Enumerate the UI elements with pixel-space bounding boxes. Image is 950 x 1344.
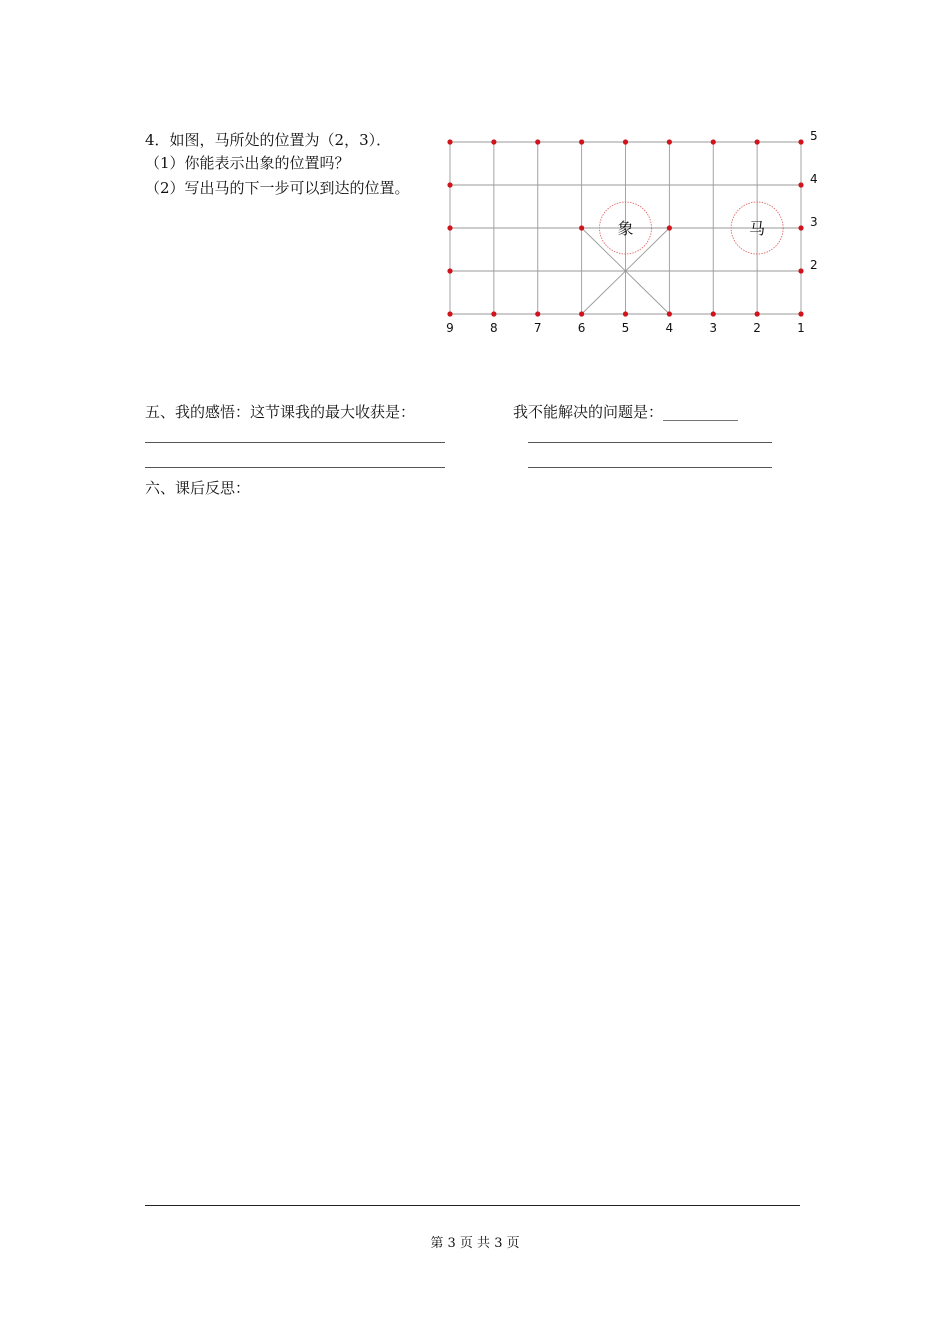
intersection-dot xyxy=(623,139,628,144)
section-6-label: 六、课后反思： xyxy=(145,479,251,497)
column-label: 2 xyxy=(753,321,761,335)
intersection-dot xyxy=(491,139,496,144)
intersection-dot xyxy=(447,225,452,230)
column-label: 6 xyxy=(577,321,586,335)
footer-divider xyxy=(145,1205,800,1206)
intersection-dot xyxy=(798,311,803,316)
row-label: 3 xyxy=(810,215,818,229)
column-labels xyxy=(446,321,805,335)
question-4-stem: 4．如图，马所处的位置为（2，3）． xyxy=(145,131,392,149)
column-label: 7 xyxy=(533,321,542,335)
section-5-right-label: 我不能解决的问题是：__________ xyxy=(513,403,739,421)
intersection-dot xyxy=(711,139,716,144)
intersection-dot xyxy=(535,139,540,144)
intersection-dot xyxy=(798,182,803,187)
column-label: 5 xyxy=(621,321,630,335)
intersection-dot xyxy=(667,139,672,144)
intersection-dot xyxy=(579,139,584,144)
intersection-dot xyxy=(667,311,672,316)
piece-label: 象 xyxy=(617,219,634,238)
piece-label: 马 xyxy=(749,219,766,238)
answer-line xyxy=(145,442,445,443)
column-label: 3 xyxy=(709,321,718,335)
intersection-dot xyxy=(623,311,628,316)
row-labels xyxy=(810,129,818,272)
intersection-dot xyxy=(535,311,540,316)
row-label: 4 xyxy=(810,172,818,186)
intersection-dot xyxy=(447,139,452,144)
intersection-dot xyxy=(711,311,716,316)
intersection-dot xyxy=(755,311,760,316)
row-label: 2 xyxy=(810,258,818,272)
intersection-dot xyxy=(755,139,760,144)
intersection-dot xyxy=(447,268,452,273)
intersection-dot xyxy=(579,225,584,230)
chessboard-figure xyxy=(430,120,840,350)
answer-line xyxy=(528,467,772,468)
row-label: 5 xyxy=(810,129,818,143)
column-label: 9 xyxy=(446,321,454,335)
page-number: 第 3 页 共 3 页 xyxy=(430,1236,520,1251)
answer-line xyxy=(528,442,772,443)
column-label: 4 xyxy=(665,321,674,335)
column-label: 8 xyxy=(490,321,498,335)
intersection-dot xyxy=(798,225,803,230)
answer-line xyxy=(145,467,445,468)
question-4-part-2: （2）写出马的下一步可以到达的位置。 xyxy=(145,179,410,197)
piece-labels xyxy=(617,219,765,238)
intersection-dot xyxy=(447,311,452,316)
intersection-dot xyxy=(579,311,584,316)
intersection-dot xyxy=(667,225,672,230)
column-label: 1 xyxy=(797,321,805,335)
intersection-dot xyxy=(447,182,452,187)
intersection-dot xyxy=(798,139,803,144)
intersection-dot xyxy=(798,268,803,273)
intersection-dot xyxy=(491,311,496,316)
question-4-part-1: （1）你能表示出象的位置吗？ xyxy=(145,154,350,172)
section-5-label: 五、我的感悟：这节课我的最大收获是： xyxy=(145,403,416,421)
